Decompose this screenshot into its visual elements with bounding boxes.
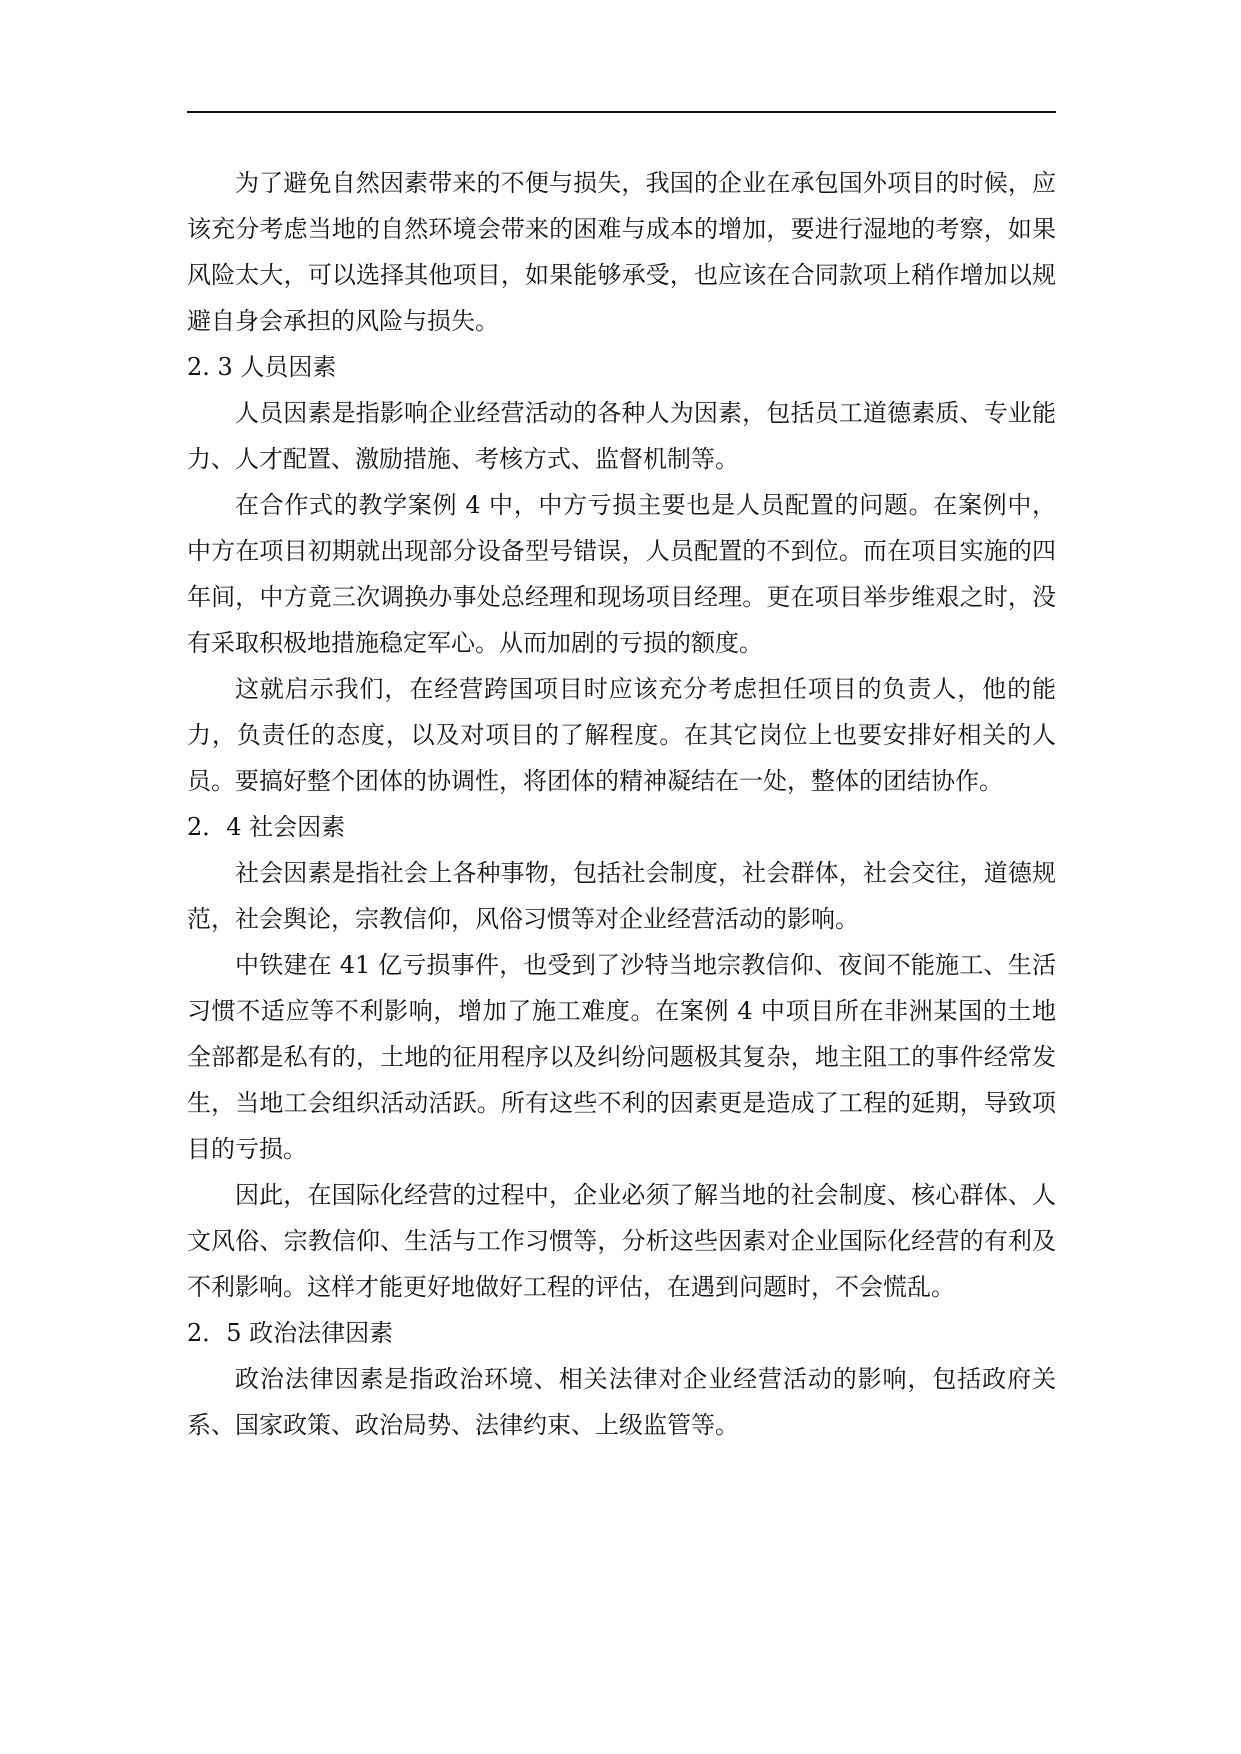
section-heading-2-3: 2. 3 人员因素: [187, 353, 337, 381]
section-heading-2-5: 2．5 政治法律因素: [187, 1319, 394, 1347]
paragraph-social-lesson: 因此，在国际化经营的过程中，企业必须了解当地的社会制度、核心群体、人文风俗、宗教信仰、生活与工作习惯等，分析这些因素对企业国际化经营的有利及不利影响。这样才能更好地做好工程的评估，在遇到问题时，不会慌乱。: [187, 1181, 1056, 1301]
paragraph-personnel-lesson: 这就启示我们，在经营跨国项目时应该充分考虑担任项目的负责人，他的能力，负责任的态度，以及对项目的了解程度。在其它岗位上也要安排好相关的人员。要搞好整个团体的协调性，将团体的精神凝结在一处，整体的团结协作。: [187, 675, 1056, 795]
paragraph-natural-risk-avoidance: 为了避免自然因素带来的不便与损失，我国的企业在承包国外项目的时候，应该充分考虑当地的自然环境会带来的困难与成本的增加，要进行湿地的考察，如果风险太大，可以选择其他项目，如果能够承受，也应该在合同款项上稍作增加以规避自身会承担的风险与损失。: [187, 169, 1056, 335]
paragraph-personnel-definition: 人员因素是指影响企业经营活动的各种人为因素，包括员工道德素质、专业能力、人才配置、激励措施、考核方式、监督机制等。: [187, 399, 1056, 473]
paragraph-social-definition: 社会因素是指社会上各种事物，包括社会制度，社会群体，社会交往，道德规范，社会舆论，宗教信仰，风俗习惯等对企业经营活动的影响。: [187, 859, 1056, 933]
paragraph-political-legal-definition: 政治法律因素是指政治环境、相关法律对企业经营活动的影响，包括政府关系、国家政策、政治局势、法律约束、上级监管等。: [187, 1365, 1056, 1439]
header-rule: [187, 111, 1056, 113]
paragraph-crcc-loss: 中铁建在 41 亿亏损事件，也受到了沙特当地宗教信仰、夜间不能施工、生活习惯不适应等不利影响，增加了施工难度。在案例 4 中项目所在非洲某国的土地全部都是私有的，土地的征用程序以及纠纷问题极其复杂，地主阻工的事件经常发生，当地工会组织活动活跃。所有这些不利的因素更是造成了工程的延期，导致项目的亏损。: [187, 951, 1056, 1163]
section-heading-2-4: 2．4 社会因素: [187, 813, 346, 841]
document-body: [187, 160, 1056, 1448]
paragraph-case4-personnel: 在合作式的教学案例 4 中，中方亏损主要也是人员配置的问题。在案例中，中方在项目初期就出现部分设备型号错误，人员配置的不到位。而在项目实施的四年间，中方竟三次调换办事处总经理和现场项目经理。更在项目举步维艰之时，没有采取积极地措施稳定军心。从而加剧的亏损的额度。: [187, 491, 1056, 657]
